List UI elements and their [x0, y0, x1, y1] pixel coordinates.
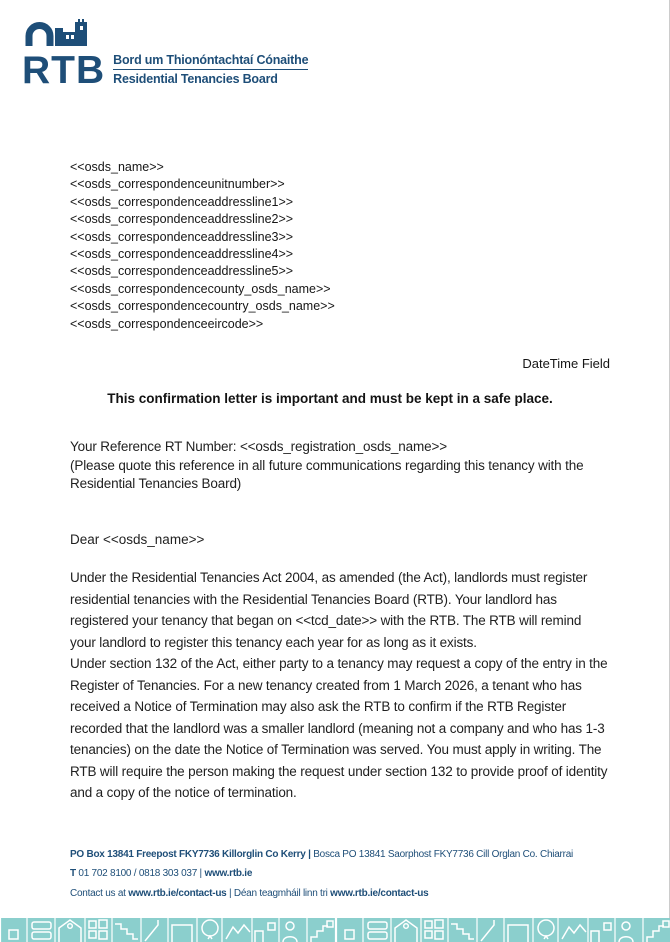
footer-contact-mid: | Déan teagmháil linn tri	[226, 888, 331, 899]
footer-contact-line	[70, 884, 650, 903]
logo-divider	[113, 69, 308, 71]
footer-phone-label: T	[70, 868, 76, 879]
logo-name-irish: Bord um Thionóntachtaí Cónaithe	[113, 52, 309, 67]
recipient-address-block	[70, 159, 335, 333]
letter-footer	[70, 845, 650, 903]
date-field: DateTime Field	[522, 356, 610, 371]
recipient-line: <<osds_correspondenceaddressline4>>	[70, 247, 294, 262]
footer-address-line	[70, 845, 650, 864]
recipient-line: <<osds_correspondencecounty_osds_name>>	[70, 281, 331, 296]
footer-phone-line	[70, 864, 650, 883]
recipient-line: <<osds_correspondenceeircode>>	[70, 316, 264, 331]
footer-website-link: www.rtb.ie	[204, 868, 253, 879]
decorative-skyline-border	[0, 918, 670, 942]
recipient-line: <<osds_correspondenceaddressline3>>	[70, 229, 294, 244]
footer-address-english: PO Box 13841 Freepost FKY7736 Killorglin Co Kerry |	[70, 849, 311, 860]
body-paragraph-2: Under section 132 of the Act, either party to a tenancy may request a copy of the entry in the Register of Tenancies. For a new tenancy created from 1 March 2026, a tenant who has received a Notice of Termination may also ask the RTB to confirm if the RTB Register recorded that the landlord was a smaller landlord (meaning not a company and who has 1-3 tenancies) on the date the Notice of Termination was served. You must apply in writing. The RTB will require the person making the request under section 132 to provide proof of identity and a copy of the notice of termination.	[70, 656, 608, 800]
footer-contact-link-irish: www.rtb.ie/contact-us	[330, 888, 429, 899]
footer-address-irish: Bosca PO 13841 Saorphost FKY7736 Cill Orglan Co. Chiarrai	[310, 849, 573, 860]
footer-phone-numbers: 01 702 8100 / 0818 303 037	[75, 868, 200, 879]
important-notice: This confirmation letter is important and must be kept in a safe place.	[107, 391, 553, 406]
recipient-line: <<osds_correspondenceaddressline1>>	[70, 194, 294, 209]
body-paragraph-1: Under the Residential Tenancies Act 2004, as amended (the Act), landlords must register residential tenancies with the Residential Tenancies Board (RTB). Your landlord has registered your tenancy that began on <<tcd_date>> with the RTB. The RTB will remind your landlord to register this tenancy each year for as long as it exists.	[70, 570, 588, 650]
reference-note: (Please quote this reference in all future communications regarding this tenancy with the Residential Tenancies Board)	[70, 457, 584, 491]
logo-acronym: RTB	[22, 49, 106, 92]
footer-contact-pre: Contact us at	[70, 888, 129, 899]
rtb-logo	[22, 16, 309, 92]
recipient-line: <<osds_correspondencecountry_osds_name>>	[70, 299, 335, 314]
salutation: Dear <<osds_name>>	[70, 532, 205, 547]
footer-separator: |	[199, 868, 205, 879]
reference-block	[70, 438, 618, 494]
footer-contact-link-english: www.rtb.ie/contact-us	[128, 888, 227, 899]
recipient-line: <<osds_correspondenceaddressline5>>	[70, 264, 294, 279]
reference-number-line: Your Reference RT Number: <<osds_registration_osds_name>>	[70, 439, 447, 454]
logo-name-english: Residential Tenancies Board	[113, 72, 278, 86]
skyline-arch-buildings-icon	[22, 16, 92, 51]
recipient-line: <<osds_name>>	[70, 160, 164, 174]
recipient-line: <<osds_correspondenceunitnumber>>	[70, 177, 285, 192]
recipient-line: <<osds_correspondenceaddressline2>>	[70, 212, 294, 227]
